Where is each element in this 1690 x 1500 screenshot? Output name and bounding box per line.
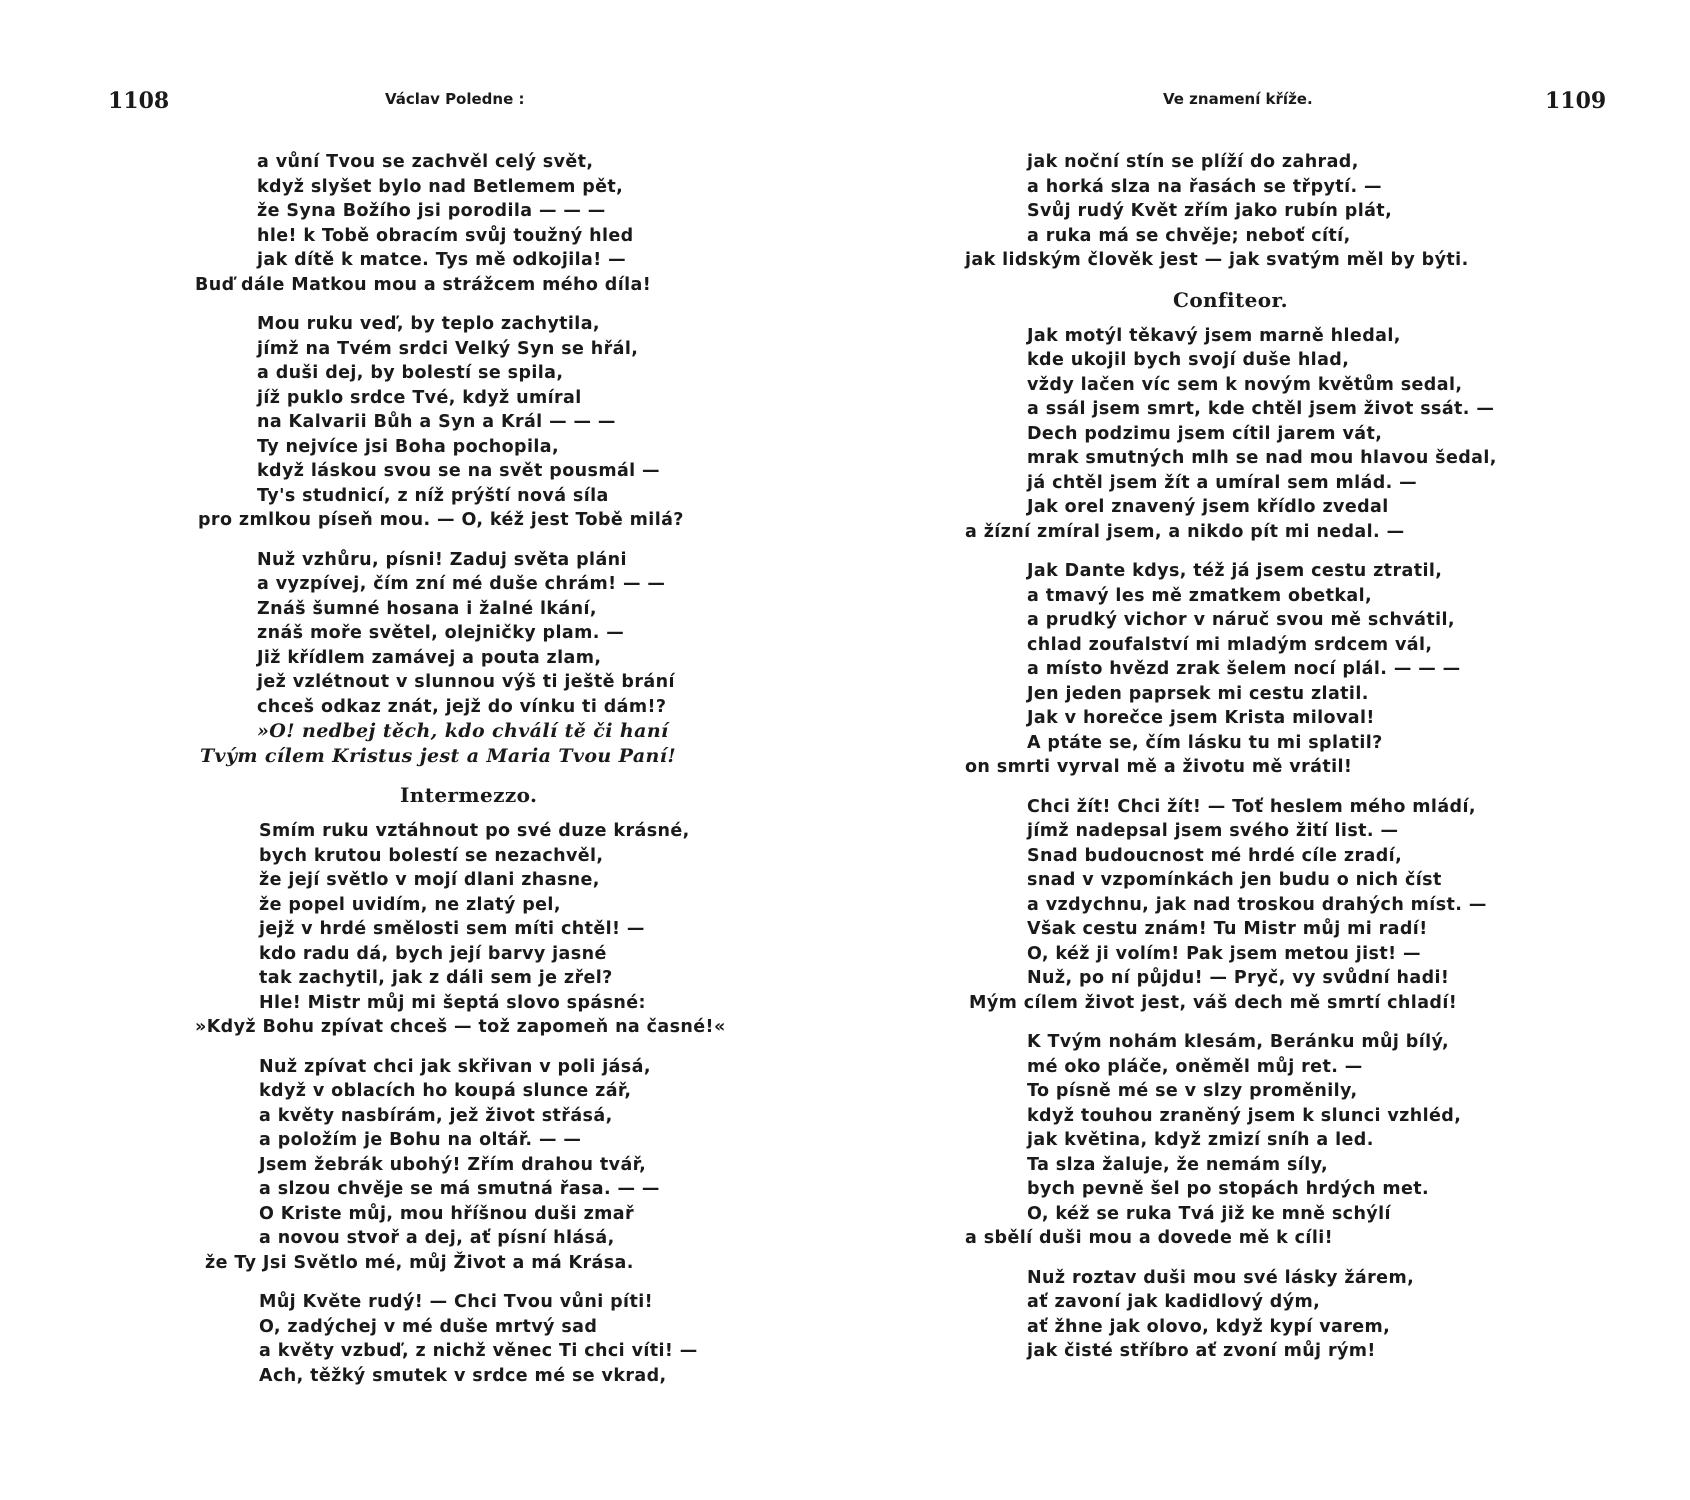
poem-column [965, 150, 1565, 1379]
verse-line: ať žhne jak olovo, když kypí varem, [1027, 1316, 1391, 1337]
verse-line: Můj Květe rudý! — Chci Tvou vůni píti! [259, 1292, 653, 1312]
verse-line: Jak orel znavený jsem křídlo zvedal [1027, 497, 1389, 517]
verse-line: Mým cílem život jest, váš dech mě smrtí chladí! [969, 992, 1458, 1013]
verse-line: a položím je Bohu na oltář. — — [259, 1130, 582, 1150]
verse-line: když láskou svou se na svět pousmál — [257, 461, 660, 481]
verse-line: Již křídlem zamávej a pouta zlam, [257, 647, 602, 668]
verse-line: kdo radu dá, bych její barvy jasné [259, 943, 607, 964]
stanza [965, 1030, 1565, 1251]
page-number: 1108 [108, 88, 170, 114]
verse-line: Chci žít! Chci žít! — Toť heslem mého mládí, [1027, 796, 1476, 817]
verse-line: když slyšet bylo nad Betlemem pět, [257, 176, 624, 197]
verse-line: hle! k Tobě obracím svůj toužný hled [257, 225, 634, 246]
verse-line: Jsem žebrák ubohý! Zřím drahou tvář, [259, 1154, 647, 1175]
poem-section [965, 324, 1565, 1364]
verse-line: jež vzlétnout v slunnou výš ti ještě brání [257, 672, 675, 692]
verse-line: Ta slza žaluje, že nemám síly, [1027, 1154, 1329, 1175]
verse-line: jak květina, když zmizí sníh a led. [1027, 1130, 1374, 1150]
verse-line: a ssál jsem smrt, kde chtěl jsem život ssát. — [1027, 399, 1495, 419]
verse-line: když touhou zraněný jsem k slunci vzhléd, [1027, 1105, 1462, 1126]
verse-line: Mou ruku veď, by teplo zachytila, [257, 314, 600, 334]
verse-line: To písně mé se v slzy proměnily, [1027, 1081, 1358, 1101]
stanza [195, 150, 755, 297]
running-head: Václav Poledne : [385, 90, 525, 108]
verse-line: Znáš šumné hosana i žalné lkání, [257, 598, 597, 619]
verse-line: kde ukojil bych svojí duše hlad, [1027, 350, 1350, 370]
verse-line: a duši dej, by bolestí se spila, [257, 363, 564, 383]
verse-line: Nuž roztav duši mou své lásky žárem, [1027, 1267, 1415, 1288]
verse-line: znáš moře světel, olejničky plam. — [257, 623, 625, 643]
verse-line: a květy vzbuď, z nichž věnec Ti chci víti! — [259, 1341, 698, 1361]
verse-line: a novou stvoř a dej, ať písní hlásá, [259, 1228, 615, 1248]
verse-line: jejž v hrdé smělosti sem míti chtěl! — [259, 919, 645, 939]
poem-column [195, 150, 755, 1403]
verse-line: »O! nedbej těch, kdo chválí tě či haní [257, 720, 669, 742]
verse-line: Ty nejvíce jsi Boha pochopila, [257, 436, 560, 457]
verse-line: a prudký vichor v náruč svou mě schvátil, [1027, 610, 1455, 630]
verse-line: jímž na Tvém srdci Velký Syn se hřál, [257, 338, 639, 359]
verse-line: chceš odkaz znát, jejž do vínku ti dám!? [257, 696, 667, 717]
stanza [965, 324, 1565, 545]
stanza [965, 150, 1565, 273]
stanza [195, 312, 755, 533]
verse-line: Dech podzimu jsem cítil jarem vát, [1027, 423, 1383, 444]
verse-line: jak noční stín se plíží do zahrad, [1027, 152, 1359, 172]
poem-section [195, 150, 755, 768]
verse-line: když v oblacích ho koupá slunce zář, [259, 1081, 632, 1101]
verse-line: a místo hvězd zrak šelem nocí plál. — — — [1027, 659, 1461, 679]
verse-line: že Ty Jsi Světlo mé, můj Život a má Krása. [205, 1252, 634, 1273]
verse-line: bych pevně šel po stopách hrdých met. [1027, 1179, 1430, 1199]
verse-line: jímž nadepsal jsem svého žití list. — [1027, 821, 1399, 841]
verse-line: Jak v horečce jsem Krista miloval! [1027, 708, 1375, 728]
poem-section [965, 150, 1565, 273]
verse-line: O, kéž ji volím! Pak jsem metou jist! — [1027, 943, 1421, 964]
verse-line: on smrti vyrval mě a životu mě vrátil! [965, 757, 1353, 777]
verse-line: a sbělí duši mou a dovede mě k cíli! [965, 1228, 1333, 1248]
verse-line: O, kéž se ruka Tvá již ke mně schýlí [1027, 1203, 1391, 1224]
verse-line: Nuž vzhůru, písni! Zaduj světa pláni [257, 549, 627, 570]
verse-line: a vůní Tvou se zachvěl celý svět, [257, 152, 594, 172]
right-page [845, 0, 1690, 1500]
verse-line: bych krutou bolestí se nezachvěl, [259, 845, 604, 866]
verse-line: Hle! Mistr můj mi šeptá slovo spásné: [259, 992, 646, 1013]
running-head: Ve znamení kříže. [1163, 90, 1313, 108]
verse-line: na Kalvarii Bůh a Syn a Král — — — [257, 412, 616, 432]
verse-line: a tmavý les mě zmatkem obetkal, [1027, 585, 1373, 606]
verse-line: Však cestu znám! Tu Mistr můj mi radí! [1027, 919, 1428, 939]
stanza [965, 1266, 1565, 1364]
verse-line: a slzou chvěje se má smutná řasa. — — [259, 1179, 660, 1199]
verse-line: Jen jeden paprsek mi cestu zlatil. [1027, 683, 1369, 704]
section-title: Confiteor. [1173, 287, 1288, 312]
verse-line: jak lidským člověk jest — jak svatým měl by býti. [965, 250, 1469, 270]
verse-line: tak zachytil, jak z dáli sem je zřel? [259, 968, 613, 988]
verse-line: že Syna Božího jsi porodila — — — [257, 201, 606, 221]
stanza [195, 819, 755, 1040]
verse-line: K Tvým nohám klesám, Beránku můj bílý, [1027, 1032, 1450, 1052]
verse-line: že její světlo v mojí dlani zhasne, [259, 870, 600, 890]
verse-line: Snad budoucnost mé hrdé cíle zradí, [1027, 845, 1403, 866]
stanza [195, 548, 755, 769]
verse-line: Smím ruku vztáhnout po své duze krásné, [259, 821, 690, 841]
verse-line: chlad zoufalství mi mladým srdcem vál, [1027, 634, 1433, 655]
verse-line: Ty's studnicí, z níž prýští nová síla [257, 485, 609, 506]
verse-line: snad v vzpomínkách jen budu o nich číst [1027, 870, 1442, 890]
poem-section [195, 819, 755, 1388]
verse-line: já chtěl jsem žít a umíral sem mlád. — [1027, 472, 1418, 493]
verse-line: Jak motýl těkavý jsem marně hledal, [1027, 325, 1401, 346]
verse-line: jak čisté stříbro ať zvoní můj rým! [1027, 1341, 1376, 1361]
verse-line: Jak Dante kdys, též já jsem cestu ztratil, [1027, 561, 1443, 581]
verse-line: mé oko pláče, oněměl můj ret. — [1027, 1056, 1363, 1077]
stanza [965, 795, 1565, 1016]
verse-line: Buď dále Matkou mou a strážcem mého díla! [195, 274, 652, 295]
verse-line: a ruka má se chvěje; neboť cítí, [1027, 225, 1351, 246]
verse-line: a žízní zmíral jsem, a nikdo pít mi nedal. — [965, 521, 1405, 542]
verse-line: jíž puklo srdce Tvé, když umíral [257, 387, 582, 408]
verse-line: O, zadýchej v mé duše mrtvý sad [259, 1316, 598, 1337]
verse-line: ať zavoní jak kadidlový dým, [1027, 1292, 1321, 1312]
verse-line: vždy lačen víc sem k novým květům sedal, [1027, 374, 1463, 395]
verse-line: a květy nasbírám, jež život střásá, [259, 1105, 613, 1126]
verse-line: »Když Bohu zpívat chceš — tož zapomeň na časné!« [195, 1017, 726, 1037]
verse-line: a vzdychnu, jak nad troskou drahých míst. — [1027, 894, 1487, 915]
verse-line: Ach, těžký smutek v srdce mé se vkrad, [259, 1365, 667, 1386]
verse-line: Svůj rudý Květ zřím jako rubín plát, [1027, 201, 1393, 221]
verse-line: mrak smutných mlh se nad mou hlavou šedal, [1027, 448, 1497, 468]
verse-line: Nuž zpívat chci jak skřivan v poli jásá, [259, 1056, 651, 1077]
verse-line: a horká slza na řasách se třpytí. — [1027, 176, 1382, 197]
stanza [965, 559, 1565, 780]
stanza [195, 1290, 755, 1388]
verse-line: A ptáte se, čím lásku tu mi splatil? [1027, 732, 1383, 753]
verse-line: Nuž, po ní půjdu! — Pryč, vy svůdní hadi! [1027, 968, 1450, 988]
verse-line: pro zmlkou píseň mou. — O, kéž jest Tobě milá? [198, 510, 684, 530]
verse-line: jak dítě k matce. Tys mě odkojila! — [257, 250, 627, 270]
verse-line: O Kriste můj, mou hříšnou duši zmař [259, 1203, 635, 1224]
page-number: 1109 [1545, 88, 1607, 114]
section-title: Intermezzo. [400, 783, 538, 807]
verse-line: Tvým cílem Kristus jest a Maria Tvou Paní! [200, 744, 677, 767]
verse-line: a vyzpívej, čím zní mé duše chrám! — — [257, 574, 666, 594]
stanza [195, 1055, 755, 1276]
verse-line: že popel uvidím, ne zlatý pel, [259, 894, 561, 915]
